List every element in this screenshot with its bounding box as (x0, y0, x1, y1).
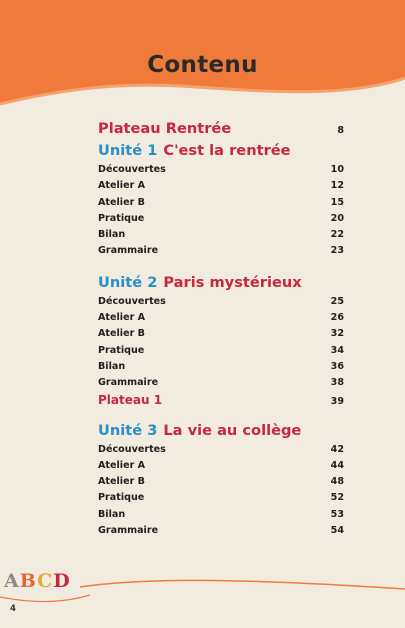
unit-2-name: Paris mystérieux (163, 273, 302, 291)
plateau-rentree-page: 8 (337, 125, 344, 136)
list-item[interactable] (98, 195, 348, 211)
item-label: Bilan (98, 508, 126, 520)
list-item[interactable] (98, 178, 348, 194)
list-item[interactable] (98, 294, 348, 310)
item-label: Découvertes (98, 164, 166, 175)
plateau-rentree-label: Plateau Rentrée (98, 120, 232, 137)
item-page: 26 (330, 312, 344, 324)
unit-3-number: Unité 3 (98, 421, 158, 439)
unit-3-name: La vie au collège (163, 421, 302, 439)
item-label: Atelier A (98, 459, 146, 471)
item-page: 10 (330, 164, 344, 175)
toc-plateau-1[interactable] (98, 392, 348, 408)
item-label: Découvertes (98, 295, 166, 307)
item-label: Atelier B (98, 196, 145, 208)
item-label: Pratique (98, 492, 145, 504)
item-page: 20 (330, 212, 344, 224)
unit-3-heading[interactable] (98, 420, 348, 442)
item-label: Bilan (98, 229, 126, 241)
item-label: Grammaire (98, 245, 159, 257)
toc-plateau-rentree[interactable] (98, 118, 348, 140)
list-item[interactable] (98, 243, 348, 259)
logo-letter-a: A (4, 570, 20, 592)
list-item[interactable] (98, 375, 348, 391)
item-page: 38 (330, 377, 344, 389)
page-number: 4 (10, 604, 16, 614)
unit-2-number: Unité 2 (98, 273, 158, 291)
logo-letter-b: B (19, 570, 38, 592)
logo-letter-d: D (53, 570, 71, 592)
list-item[interactable] (98, 458, 348, 474)
list-item[interactable] (98, 326, 348, 342)
item-page: 44 (330, 459, 344, 471)
list-item[interactable] (98, 359, 348, 375)
item-page: 53 (330, 508, 344, 520)
item-page: 15 (330, 196, 344, 208)
item-label: Bilan (98, 360, 126, 372)
list-item[interactable] (98, 523, 348, 539)
item-page: 23 (330, 245, 344, 257)
item-label: Pratique (98, 212, 145, 224)
item-page: 36 (330, 360, 344, 372)
item-label: Atelier A (98, 312, 146, 324)
page-title: Contenu (147, 52, 258, 78)
item-page: 12 (330, 180, 344, 192)
item-label: Pratique (98, 344, 145, 356)
item-page: 48 (330, 476, 344, 488)
item-label: Atelier B (98, 476, 145, 488)
item-label: Atelier B (98, 328, 145, 340)
unit-1-number: Unité 1 (98, 142, 158, 159)
item-label: Atelier A (98, 180, 146, 192)
item-page: 34 (330, 344, 344, 356)
unit-2-heading[interactable] (98, 272, 348, 294)
item-page: 54 (330, 525, 344, 537)
list-item[interactable] (98, 343, 348, 359)
item-label: Grammaire (98, 525, 159, 537)
abcd-logo (4, 570, 71, 592)
item-page: 52 (330, 492, 344, 504)
list-item[interactable] (98, 310, 348, 326)
plateau-1-page: 39 (330, 395, 344, 407)
item-page: 22 (330, 229, 344, 241)
item-page: 25 (330, 295, 344, 307)
list-item[interactable] (98, 474, 348, 490)
list-item[interactable] (98, 211, 348, 227)
table-of-contents (98, 118, 348, 539)
plateau-1-label: Plateau 1 (98, 392, 163, 407)
list-item[interactable] (98, 162, 348, 178)
item-label: Découvertes (98, 443, 166, 455)
item-label: Grammaire (98, 377, 159, 389)
list-item[interactable] (98, 442, 348, 458)
list-item[interactable] (98, 507, 348, 523)
list-item[interactable] (98, 490, 348, 506)
logo-letter-c: C (37, 570, 54, 592)
item-page: 32 (330, 328, 344, 340)
list-item[interactable] (98, 227, 348, 243)
unit-1-heading[interactable] (98, 140, 348, 162)
item-page: 42 (330, 443, 344, 455)
unit-1-name: C'est la rentrée (163, 142, 291, 159)
